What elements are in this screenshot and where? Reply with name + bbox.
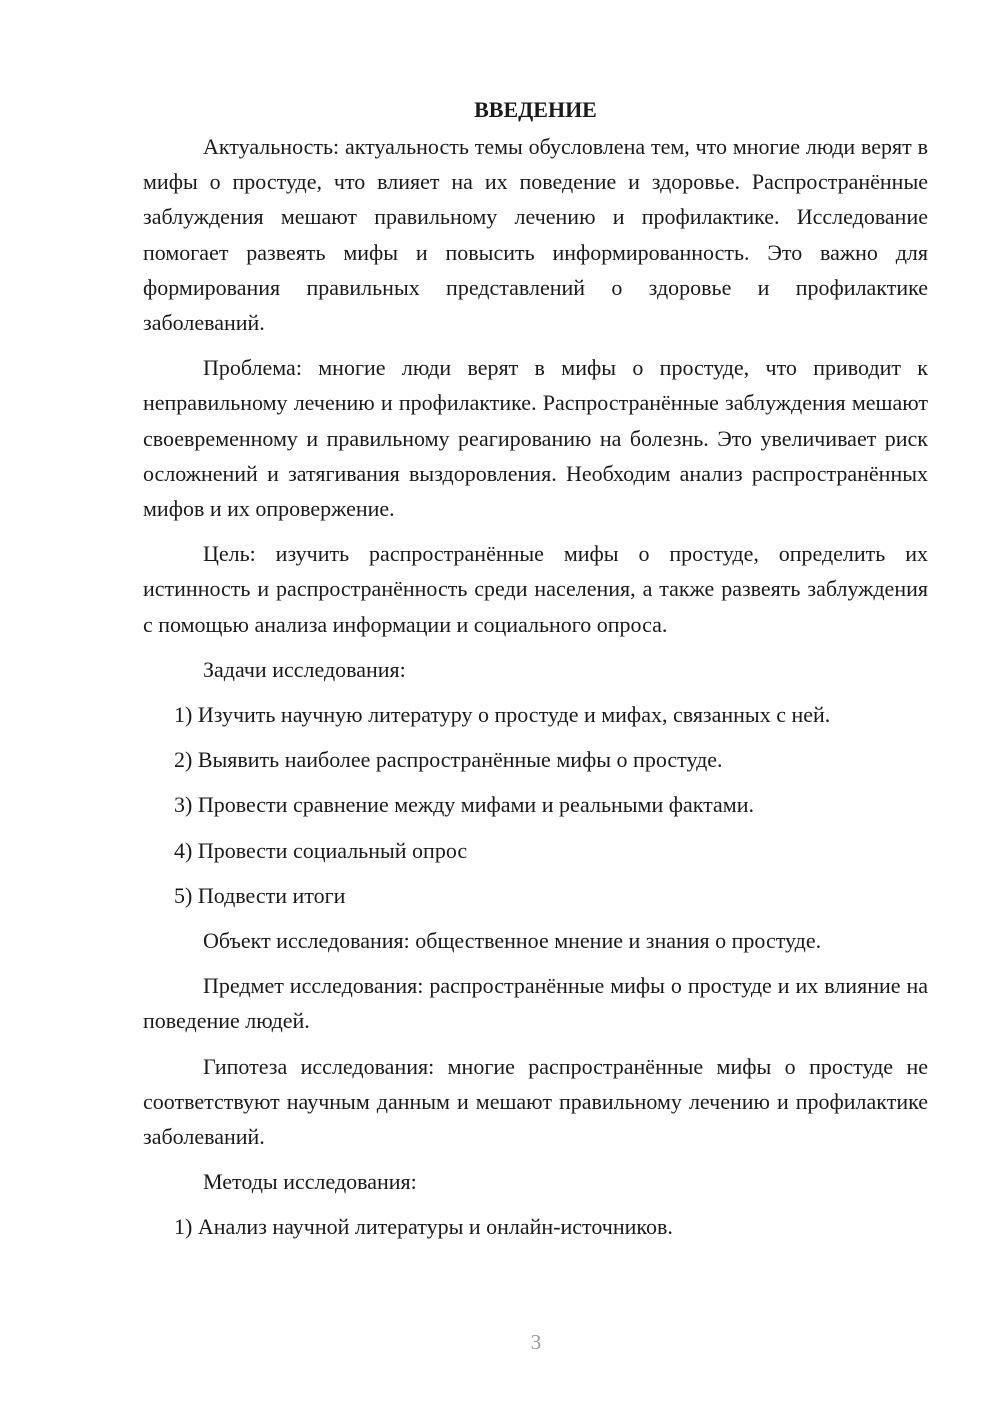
task-item: 3) Провести сравнение между мифами и реальными фактами. bbox=[174, 792, 754, 818]
problem-paragraph: Проблема: многие люди верят в мифы о простуде, что приводит к неправильному лечению и профилактике. Распространённые заблуждения мешают своевременному и правильному реагированию на болезнь. Это увеличивает риск осложнений и затягивания выздоровления. Необходим анализ распространённых мифов и их опровержение. bbox=[143, 355, 928, 522]
object-paragraph: Объект исследования: общественное мнение и знания о простуде. bbox=[203, 928, 822, 954]
task-item: 2) Выявить наиболее распространённые мифы о простуде. bbox=[174, 747, 723, 773]
task-item: 1) Изучить научную литературу о простуде и мифах, связанных с ней. bbox=[174, 702, 831, 728]
methods-heading: Методы исследования: bbox=[203, 1169, 417, 1195]
hypothesis-paragraph: Гипотеза исследования: многие распространённые мифы о простуде не соответствуют научным данным и мешают правильному лечению и профилактике заболеваний. bbox=[143, 1053, 928, 1150]
page-number: 3 bbox=[530, 1330, 542, 1354]
relevance-paragraph: Актуальность: актуальность темы обусловлена тем, что многие люди верят в мифы о простуде, что влияет на их поведение и здоровье. Распространённые заблуждения мешают правильному лечению и профилактике. Исследование помогает развеять мифы и повысить информированность. Это важно для формирования правильных представлений о здоровье и профилактике заболеваний. bbox=[143, 134, 928, 336]
task-item: 4) Провести социальный опрос bbox=[174, 837, 468, 863]
section-title: ВВЕДЕНИЕ bbox=[474, 97, 597, 122]
page-content bbox=[143, 92, 928, 1255]
tasks-heading: Задачи исследования: bbox=[203, 656, 406, 682]
method-item: 1) Анализ научной литературы и онлайн-источников. bbox=[174, 1214, 673, 1240]
subject-paragraph: Предмет исследования: распространённые мифы о простуде и их влияние на поведение людей. bbox=[143, 973, 928, 1034]
goal-paragraph: Цель: изучить распространённые мифы о простуде, определить их истинность и распространённость среди населения, а также развеять заблуждения с помощью анализа информации и социального опроса. bbox=[143, 541, 928, 637]
task-item: 5) Подвести итоги bbox=[174, 882, 346, 908]
